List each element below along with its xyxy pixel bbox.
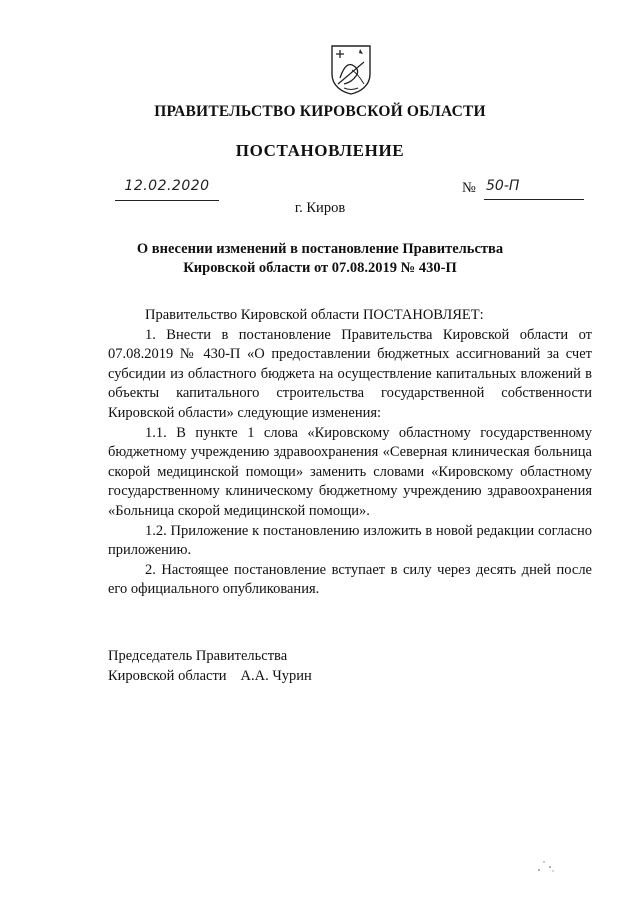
document-subject <box>0 240 640 278</box>
kirov-coat-of-arms-icon <box>330 44 372 96</box>
document-type: ПОСТАНОВЛЕНИЕ <box>235 141 405 160</box>
subject-line-2: Кировской области от 07.08.2019 № 430-П <box>183 260 457 276</box>
signature-org: Кировской области <box>108 668 227 684</box>
document-number: 50-П <box>484 178 584 200</box>
paragraph-preamble: Правительство Кировской области ПОСТАНОВЛЯЕТ: <box>145 307 484 323</box>
government-title: ПРАВИТЕЛЬСТВО КИРОВСКОЙ ОБЛАСТИ <box>154 103 486 120</box>
signature-line <box>108 666 312 686</box>
document-date: 12.02.2020 <box>115 178 219 201</box>
paragraph-1-2: 1.2. Приложение к постановлению изложить в новой редакции согласно приложению. <box>108 522 592 559</box>
paragraph-1: 1. Внести в постановление Правительства Кировской области от 07.08.2019 № 430-П «О предоставлении бюджетных ассигнований за счет субсидии из областного бюджета на осуществление капитальных вложений в объекты капитального строительства государственной собственности Кировской области» следующие изменения: <box>108 326 592 421</box>
signature-name: А.А. Чурин <box>240 668 312 684</box>
city: г. Киров <box>294 200 346 216</box>
paragraph-2: 2. Настоящее постановление вступает в силу через десять дней после его официального опубликования. <box>108 561 592 598</box>
document-body <box>108 306 592 600</box>
signature-block <box>108 646 312 686</box>
scan-artifact <box>536 858 556 874</box>
paragraph-1-1: 1.1. В пункте 1 слова «Кировскому областному государственному бюджетному учреждению здравоохранения «Северная клиническая больница скорой медицинской помощи» заменить словами «Кировскому областному государственному клиническому бюджетному учреждению здравоохранения «Больница скорой медицинской помощи». <box>108 424 592 519</box>
subject-line-1: О внесении изменений в постановление Правительства <box>136 241 504 257</box>
signature-title: Председатель Правительства <box>108 648 288 664</box>
number-sign: № <box>462 180 476 196</box>
